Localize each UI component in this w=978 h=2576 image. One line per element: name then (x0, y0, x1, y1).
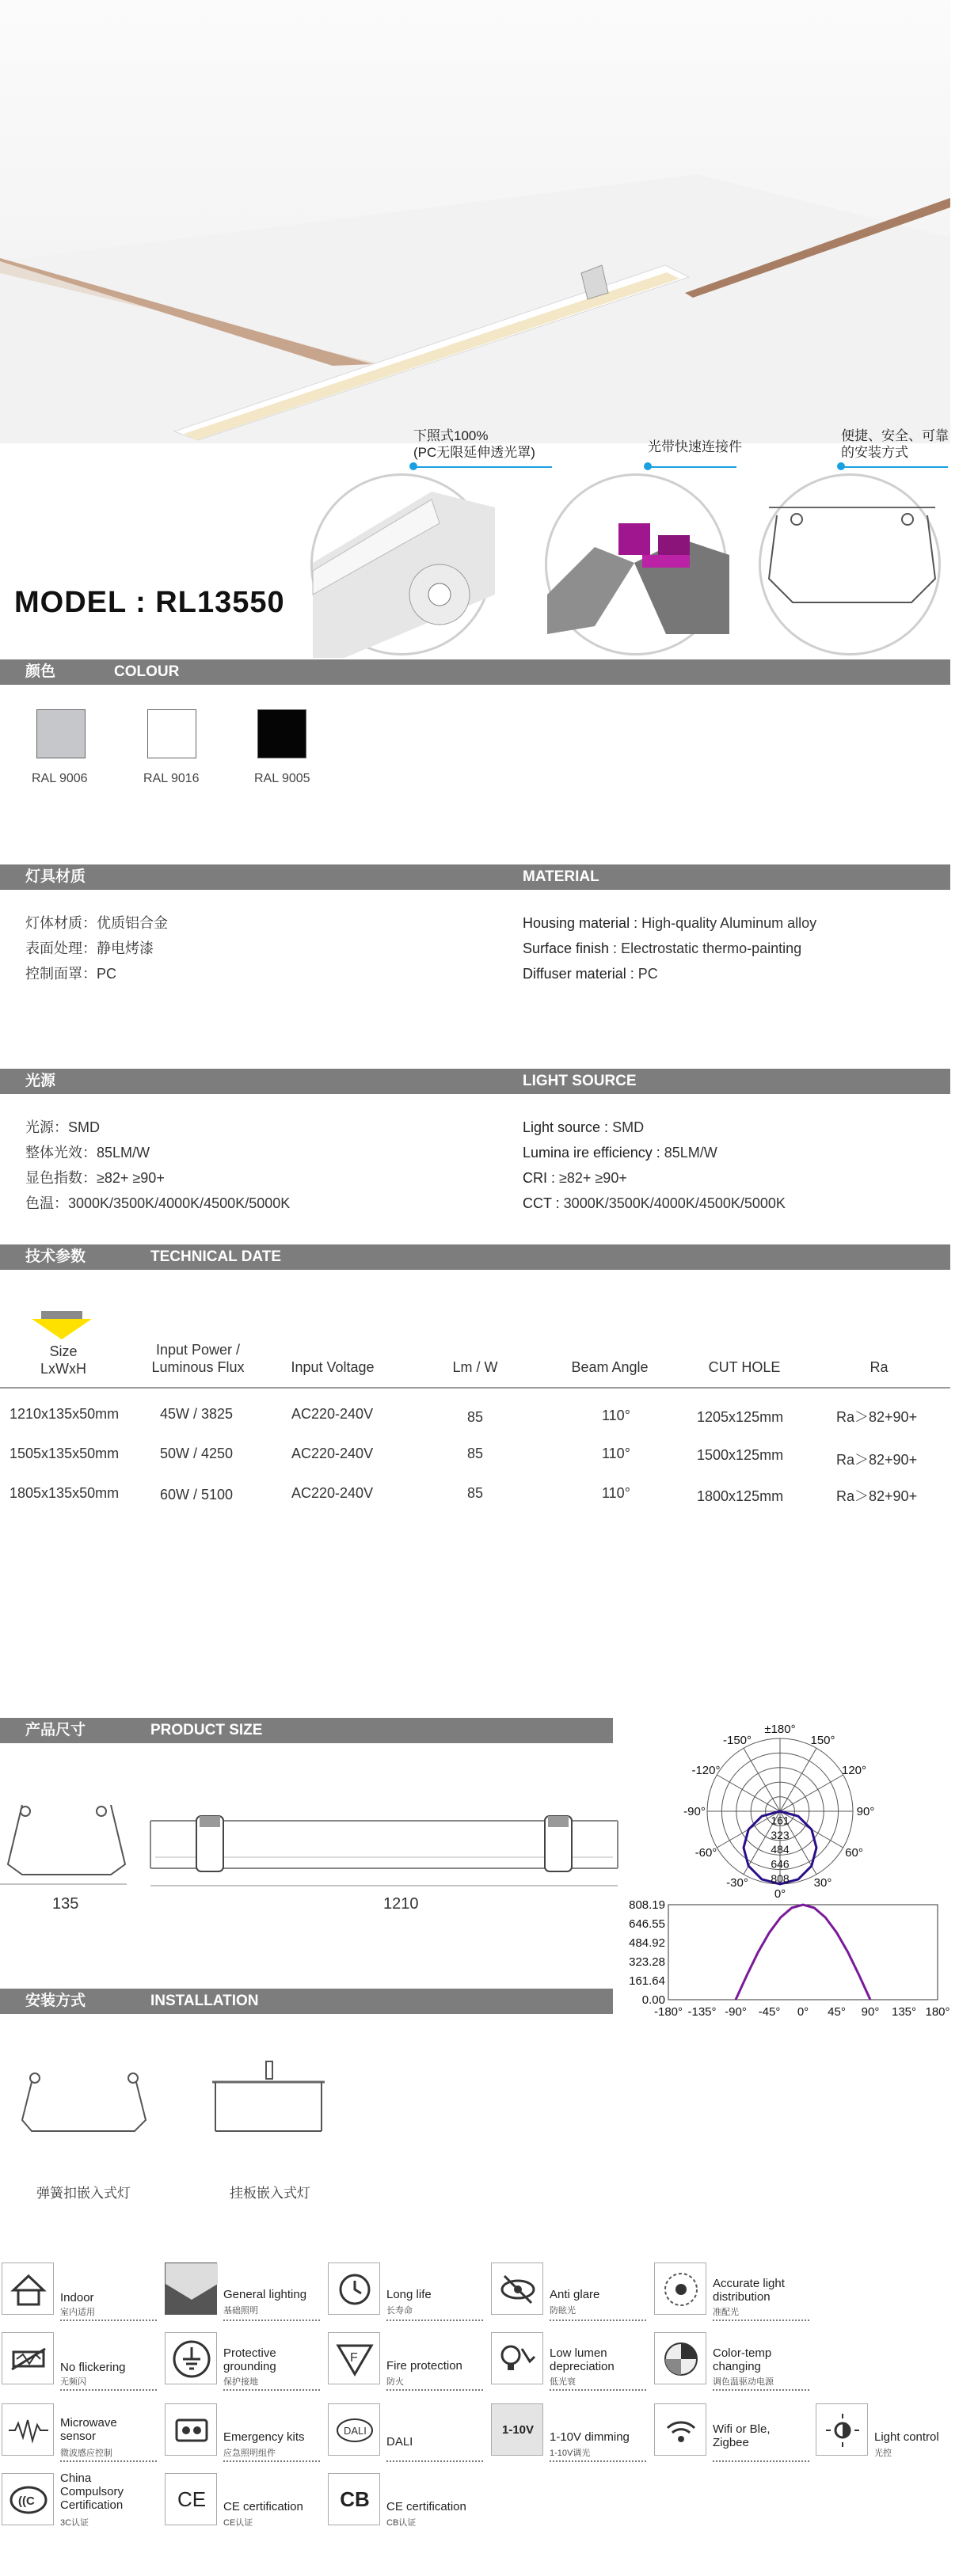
length-dimension: 1210 (383, 1895, 419, 1913)
feature-en: Long life (386, 2288, 432, 2301)
svg-text:((C: ((C (18, 2494, 35, 2508)
light-source-cn-val: 85LM/W (97, 1145, 150, 1161)
cb-icon (328, 2473, 380, 2525)
polar-angle-label: 30° (813, 1876, 832, 1890)
material-title-cn: 灯具材质 (25, 868, 86, 885)
light-source-section-header (0, 1069, 950, 1094)
light-control-icon (816, 2403, 868, 2456)
light-source-cn-item (25, 1140, 290, 1165)
linear-curve (736, 1905, 870, 2000)
cell-lmw: 85 (467, 1409, 484, 1425)
material-cn-val: 静电烤漆 (97, 940, 154, 956)
callout-diffuser-line1: 下照式100% (413, 428, 489, 443)
feature-divider (60, 2320, 157, 2321)
material-en-item (523, 910, 816, 936)
light-source-cn-key: 整体光效： (25, 1145, 97, 1161)
install-method-spring: 弹簧扣嵌入式灯 (36, 2186, 131, 2201)
light-source-cn-val: 3000K/3500K/4000K/4500K/5000K (68, 1195, 291, 1211)
light-source-en-item (523, 1191, 786, 1216)
swatch-label-9005: RAL 9005 (254, 772, 310, 785)
wifi-icon (654, 2403, 706, 2456)
cell-ra: Ra＞82+90+ (836, 1452, 918, 1468)
linear-y-tick: 646.55 (629, 1917, 665, 1931)
feature-cn: 长寿命 (386, 2306, 413, 2316)
material-cn-list (25, 910, 168, 986)
feature-light-distribution (654, 2258, 816, 2323)
polar-spoke (780, 1748, 816, 1811)
feature-indoor (2, 2258, 164, 2323)
low-lumen-icon (491, 2332, 543, 2384)
light-source-cn-val: SMD (68, 1119, 100, 1135)
material-en-key: Housing material : (523, 915, 638, 931)
installation-section-header (0, 1989, 613, 2014)
th-power (135, 1341, 261, 1376)
polar-angle-label: ±180° (764, 1723, 796, 1736)
feature-en: Anti glare (550, 2288, 600, 2301)
feature-general-lighting (165, 2258, 327, 2323)
feature-cn: 调色温驱动电源 (713, 2377, 774, 2387)
linear-x-tick: 135° (891, 2005, 917, 2019)
material-cn-val: PC (97, 966, 117, 982)
cell-voltage: AC220-240V (291, 1485, 374, 1501)
model-title: MODEL : RL13550 (14, 586, 285, 619)
tech-section-header (0, 1244, 950, 1270)
colour-section-header (0, 659, 950, 685)
feature-en: China Compulsory Certification (60, 2472, 124, 2512)
callout-installation-line1: 便捷、安全、可靠 (841, 428, 949, 443)
feature-en: Indoor (60, 2291, 94, 2304)
material-cn-val: 优质铝合金 (97, 915, 168, 931)
feature-divider (386, 2460, 483, 2462)
feature-wifi (654, 2399, 816, 2464)
feature-protective-grounding (165, 2327, 327, 2392)
light-source-en-val: 3000K/3500K/4000K/4500K/5000K (559, 1195, 786, 1211)
feature-icons-grid (0, 2258, 950, 2574)
feature-no-flickering (2, 2327, 164, 2392)
linear-x-tick: -90° (725, 2005, 747, 2019)
light-source-en-key: CCT : (523, 1195, 560, 1211)
cell-lmw: 85 (467, 1446, 484, 1461)
callout-connector-line1: 光带快速连接件 (648, 439, 742, 454)
linear-x-tick: -180° (653, 2005, 683, 2019)
material-en-key: Diffuser material : (523, 966, 634, 982)
feature-en: Color-temp changing (713, 2346, 772, 2373)
cell-size: 1805x135x50mm (10, 1485, 120, 1501)
polar-angle-label: 60° (845, 1846, 863, 1860)
material-section-header (0, 864, 950, 890)
feature-divider (550, 2389, 646, 2391)
feature-en: Emergency kits (223, 2430, 305, 2444)
feature-long-life (328, 2258, 490, 2323)
light-source-cn-val: ≥82+ ≥90+ (97, 1170, 165, 1186)
light-source-cn-key: 色温： (25, 1195, 68, 1211)
material-cn-item (25, 936, 168, 961)
linear-distribution-chart (616, 1895, 949, 2022)
tech-title-en: TECHNICAL DATE (150, 1248, 282, 1265)
th-ra: Ra (870, 1359, 889, 1375)
callout-connector (648, 439, 742, 455)
swatch-ral-9006[interactable] (36, 709, 86, 758)
tech-title-cn: 技术参数 (25, 1248, 86, 1265)
callout-line-2 (648, 466, 736, 468)
th-size (24, 1343, 103, 1377)
light-source-en-key: CRI : (523, 1170, 556, 1186)
callout-diffuser-line2: (PC无限延伸透光罩) (413, 445, 535, 460)
feature-cn: 防眩光 (550, 2306, 576, 2316)
material-cn-key: 控制面罩： (25, 966, 97, 982)
feature-cn: CB认证 (386, 2518, 417, 2528)
feature-en: General lighting (223, 2288, 307, 2301)
feature-cn: 保护接地 (223, 2377, 258, 2387)
polar-angle-label: 150° (810, 1733, 835, 1747)
light-source-cn-item (25, 1191, 290, 1216)
material-cn-item (25, 961, 168, 986)
emergency-icon (165, 2403, 217, 2456)
feature-cn: 低光衰 (550, 2377, 576, 2387)
feature-en: No flickering (60, 2361, 126, 2374)
feature-microwave-sensor (2, 2399, 164, 2464)
feature-dali (328, 2399, 490, 2464)
feature-en: DALI (386, 2435, 413, 2449)
svg-text:F: F (350, 2351, 358, 2365)
material-cn-item (25, 910, 168, 936)
cell-power: 50W / 4250 (160, 1446, 234, 1461)
feature-color-temp (654, 2327, 816, 2392)
polar-angle-label: 0° (774, 1887, 786, 1901)
feature-ce (165, 2468, 327, 2533)
light-source-en-list (523, 1115, 786, 1216)
polar-angle-label: 90° (856, 1805, 875, 1818)
color-temp-icon (654, 2332, 706, 2384)
cell-beam: 110° (602, 1485, 630, 1501)
anti-glare-icon (491, 2263, 543, 2315)
detail-diffuser-image (310, 473, 493, 655)
polar-radial-label: 808 (771, 1872, 790, 1885)
installation-title-cn: 安装方式 (25, 1993, 86, 2009)
linear-x-tick: -135° (687, 2005, 717, 2019)
dimming-icon (491, 2403, 543, 2456)
feature-divider (713, 2460, 809, 2462)
cell-voltage: AC220-240V (291, 1446, 374, 1461)
feature-low-lumen (491, 2327, 653, 2392)
house-icon (2, 2263, 54, 2315)
cell-size: 1210x135x50mm (10, 1406, 120, 1422)
feature-fire-protection (328, 2327, 490, 2392)
feature-cn: 3C认证 (60, 2518, 89, 2528)
material-en-item (523, 961, 816, 986)
feature-divider (223, 2460, 320, 2462)
dali-icon-text: DALI (344, 2425, 367, 2437)
feature-divider (550, 2320, 646, 2321)
feature-cn: 无频闪 (60, 2377, 86, 2387)
swatch-ral-9005[interactable] (257, 709, 306, 758)
material-title-en: MATERIAL (523, 868, 599, 885)
material-en-key: Surface finish : (523, 940, 618, 956)
linear-y-tick: 808.19 (629, 1898, 665, 1912)
microwave-icon (2, 2403, 54, 2456)
light-source-cn-key: 光源： (25, 1119, 68, 1135)
callout-line-3 (841, 466, 948, 468)
light-source-title-en: LIGHT SOURCE (523, 1073, 637, 1089)
callout-installation (841, 427, 949, 461)
grounding-icon (165, 2332, 217, 2384)
detail-installation-image (759, 473, 941, 655)
callout-dot-3 (837, 462, 845, 470)
colour-title-en: COLOUR (114, 663, 180, 680)
cell-ra: Ra＞82+90+ (836, 1488, 918, 1504)
material-en-list (523, 910, 816, 986)
feature-cn: 1-10V调光 (550, 2449, 591, 2458)
polar-radial-label: 484 (771, 1843, 790, 1856)
light-source-en-val: 85LM/W (660, 1145, 717, 1161)
material-en-item (523, 936, 816, 961)
feature-divider (550, 2460, 646, 2462)
feature-cn: CE认证 (223, 2518, 253, 2528)
light-source-en-item (523, 1115, 786, 1140)
linear-x-tick: 45° (828, 2005, 846, 2019)
feature-cn: 室内适用 (60, 2308, 95, 2317)
feature-divider (60, 2460, 157, 2462)
material-cn-key: 灯体材质： (25, 915, 97, 931)
light-source-en-val: SMD (608, 1119, 645, 1135)
feature-en: Protective grounding (223, 2346, 276, 2373)
th-size-line2: LxWxH (40, 1361, 86, 1377)
ce-icon-text: CE (177, 2487, 207, 2511)
ceiling-render (0, 0, 950, 443)
material-cn-key: 表面处理： (25, 940, 97, 956)
light-source-en-item (523, 1165, 786, 1191)
feature-en: Low lumen depreciation (550, 2346, 615, 2373)
clock-icon (328, 2263, 380, 2315)
swatch-label-9016: RAL 9016 (143, 772, 200, 785)
polar-radial-label: 646 (771, 1857, 790, 1871)
swatch-label-9006: RAL 9006 (32, 772, 88, 785)
install-method-plate: 挂板嵌入式灯 (230, 2186, 310, 2201)
feature-cn: 光控 (874, 2449, 892, 2458)
dali-icon (328, 2403, 380, 2456)
light-source-cn-item (25, 1165, 290, 1191)
feature-emergency-kits (165, 2399, 327, 2464)
feature-divider (386, 2320, 483, 2321)
light-source-en-key: Lumina ire efficiency : (523, 1145, 660, 1161)
th-power-line2: Luminous Flux (151, 1359, 245, 1375)
polar-spoke (780, 1775, 843, 1811)
linear-frame (668, 1905, 938, 2000)
light-source-en-item (523, 1140, 786, 1165)
callout-dot-2 (644, 462, 652, 470)
cell-beam: 110° (602, 1446, 630, 1461)
width-dimension: 135 (52, 1895, 79, 1913)
polar-angle-label: -60° (694, 1846, 717, 1860)
feature-divider (223, 2320, 320, 2321)
general-lighting-icon (165, 2263, 217, 2315)
cb-icon-text: CB (340, 2487, 370, 2511)
light-source-en-key: Light source : (523, 1119, 609, 1135)
polar-angle-label: -30° (726, 1876, 748, 1890)
installation-drawings (16, 2058, 348, 2145)
feature-cb (328, 2468, 490, 2533)
linear-y-tick: 323.28 (629, 1955, 665, 1969)
cell-lmw: 85 (467, 1485, 484, 1501)
light-beam-icon (32, 1319, 92, 1339)
feature-cn: 微波感应控制 (60, 2449, 112, 2458)
callout-line-1 (413, 466, 552, 468)
th-lmw: Lm / W (452, 1359, 498, 1375)
light-source-en-val: ≥82+ ≥90+ (555, 1170, 627, 1186)
feature-en: 1-10V dimming (550, 2430, 630, 2444)
product-size-title-cn: 产品尺寸 (25, 1722, 86, 1738)
feature-en: Fire protection (386, 2359, 462, 2373)
dimming-icon-text: 1-10V (501, 2423, 535, 2437)
linear-y-tick: 161.64 (629, 1974, 665, 1988)
detail-connector-image (545, 473, 727, 655)
feature-cn: 应急照明组件 (223, 2449, 276, 2458)
feature-cn: 防火 (386, 2377, 404, 2387)
cell-cut: 1800x125mm (697, 1488, 784, 1504)
no-flicker-icon (2, 2332, 54, 2384)
material-en-val: Electrostatic thermo-painting (617, 940, 802, 956)
feature-en: Wifi or Ble, Zigbee (713, 2422, 771, 2449)
light-distribution-icon (654, 2263, 706, 2315)
polar-spoke (717, 1775, 780, 1811)
feature-cn: 基础照明 (223, 2306, 258, 2316)
cell-voltage: AC220-240V (291, 1406, 374, 1422)
callout-installation-line2: 的安装方式 (841, 445, 908, 460)
product-size-title-en: PRODUCT SIZE (150, 1722, 263, 1738)
material-en-val: PC (634, 966, 658, 982)
th-power-line1: Input Power / (155, 1342, 241, 1358)
feature-dimming (491, 2399, 653, 2464)
polar-spoke (744, 1748, 780, 1811)
polar-radial-label: 323 (771, 1828, 790, 1841)
feature-en: Accurate light distribution (713, 2277, 785, 2304)
th-beam: Beam Angle (571, 1359, 649, 1375)
installation-title-en: INSTALLATION (150, 1993, 259, 2009)
feature-anti-glare (491, 2258, 653, 2323)
linear-x-tick: 0° (797, 2005, 809, 2019)
callout-dot-1 (409, 462, 417, 470)
cell-cut: 1500x125mm (697, 1447, 784, 1463)
feature-cn: 准配光 (713, 2308, 739, 2317)
cell-beam: 110° (602, 1408, 630, 1423)
ccc-icon (2, 2473, 54, 2525)
fire-protection-icon (328, 2332, 380, 2384)
polar-radial-label: 161 (771, 1814, 790, 1827)
linear-y-tick: 484.92 (629, 1936, 665, 1950)
linear-x-tick: -45° (758, 2005, 781, 2019)
feature-divider (713, 2389, 809, 2391)
feature-divider (223, 2389, 320, 2391)
material-en-val: High-quality Aluminum alloy (637, 915, 817, 931)
product-size-drawing (0, 1789, 618, 1916)
linear-x-tick: 90° (861, 2005, 880, 2019)
cell-cut: 1205x125mm (697, 1409, 784, 1425)
callout-diffuser (413, 427, 535, 461)
polar-distribution-chart (649, 1708, 911, 1901)
feature-light-control (816, 2399, 978, 2464)
product-size-section-header (0, 1718, 613, 1743)
polar-angle-label: -90° (683, 1805, 706, 1818)
light-source-cn-key: 显色指数： (25, 1170, 97, 1186)
linear-y-tick: 0.00 (641, 1993, 665, 2007)
cell-size: 1505x135x50mm (10, 1446, 120, 1461)
feature-ccc (2, 2468, 164, 2533)
cell-power: 60W / 5100 (160, 1487, 234, 1503)
polar-angle-label: -150° (722, 1733, 752, 1747)
th-cut: CUT HOLE (708, 1359, 781, 1375)
th-voltage: Input Voltage (291, 1359, 375, 1375)
light-source-title-cn: 光源 (25, 1073, 56, 1089)
swatch-ral-9016[interactable] (147, 709, 196, 758)
feature-en: CE certification (223, 2500, 303, 2513)
feature-divider (60, 2389, 157, 2391)
size-icon (41, 1311, 82, 1319)
light-source-cn-list (25, 1115, 290, 1216)
table-divider (0, 1387, 950, 1389)
colour-title-cn: 颜色 (25, 663, 56, 680)
feature-en: Microwave sensor (60, 2416, 117, 2443)
cell-power: 45W / 3825 (160, 1406, 234, 1422)
cell-ra: Ra＞82+90+ (836, 1409, 918, 1425)
feature-divider (713, 2320, 809, 2321)
linear-x-tick: 180° (925, 2005, 950, 2019)
feature-divider (386, 2389, 483, 2391)
light-source-cn-item (25, 1115, 290, 1140)
feature-en: CE certification (386, 2500, 466, 2513)
ce-icon (165, 2473, 217, 2525)
th-size-line1: Size (49, 1343, 78, 1359)
feature-en: Light control (874, 2430, 939, 2444)
polar-angle-label: 120° (842, 1764, 867, 1777)
polar-angle-label: -120° (691, 1764, 721, 1777)
